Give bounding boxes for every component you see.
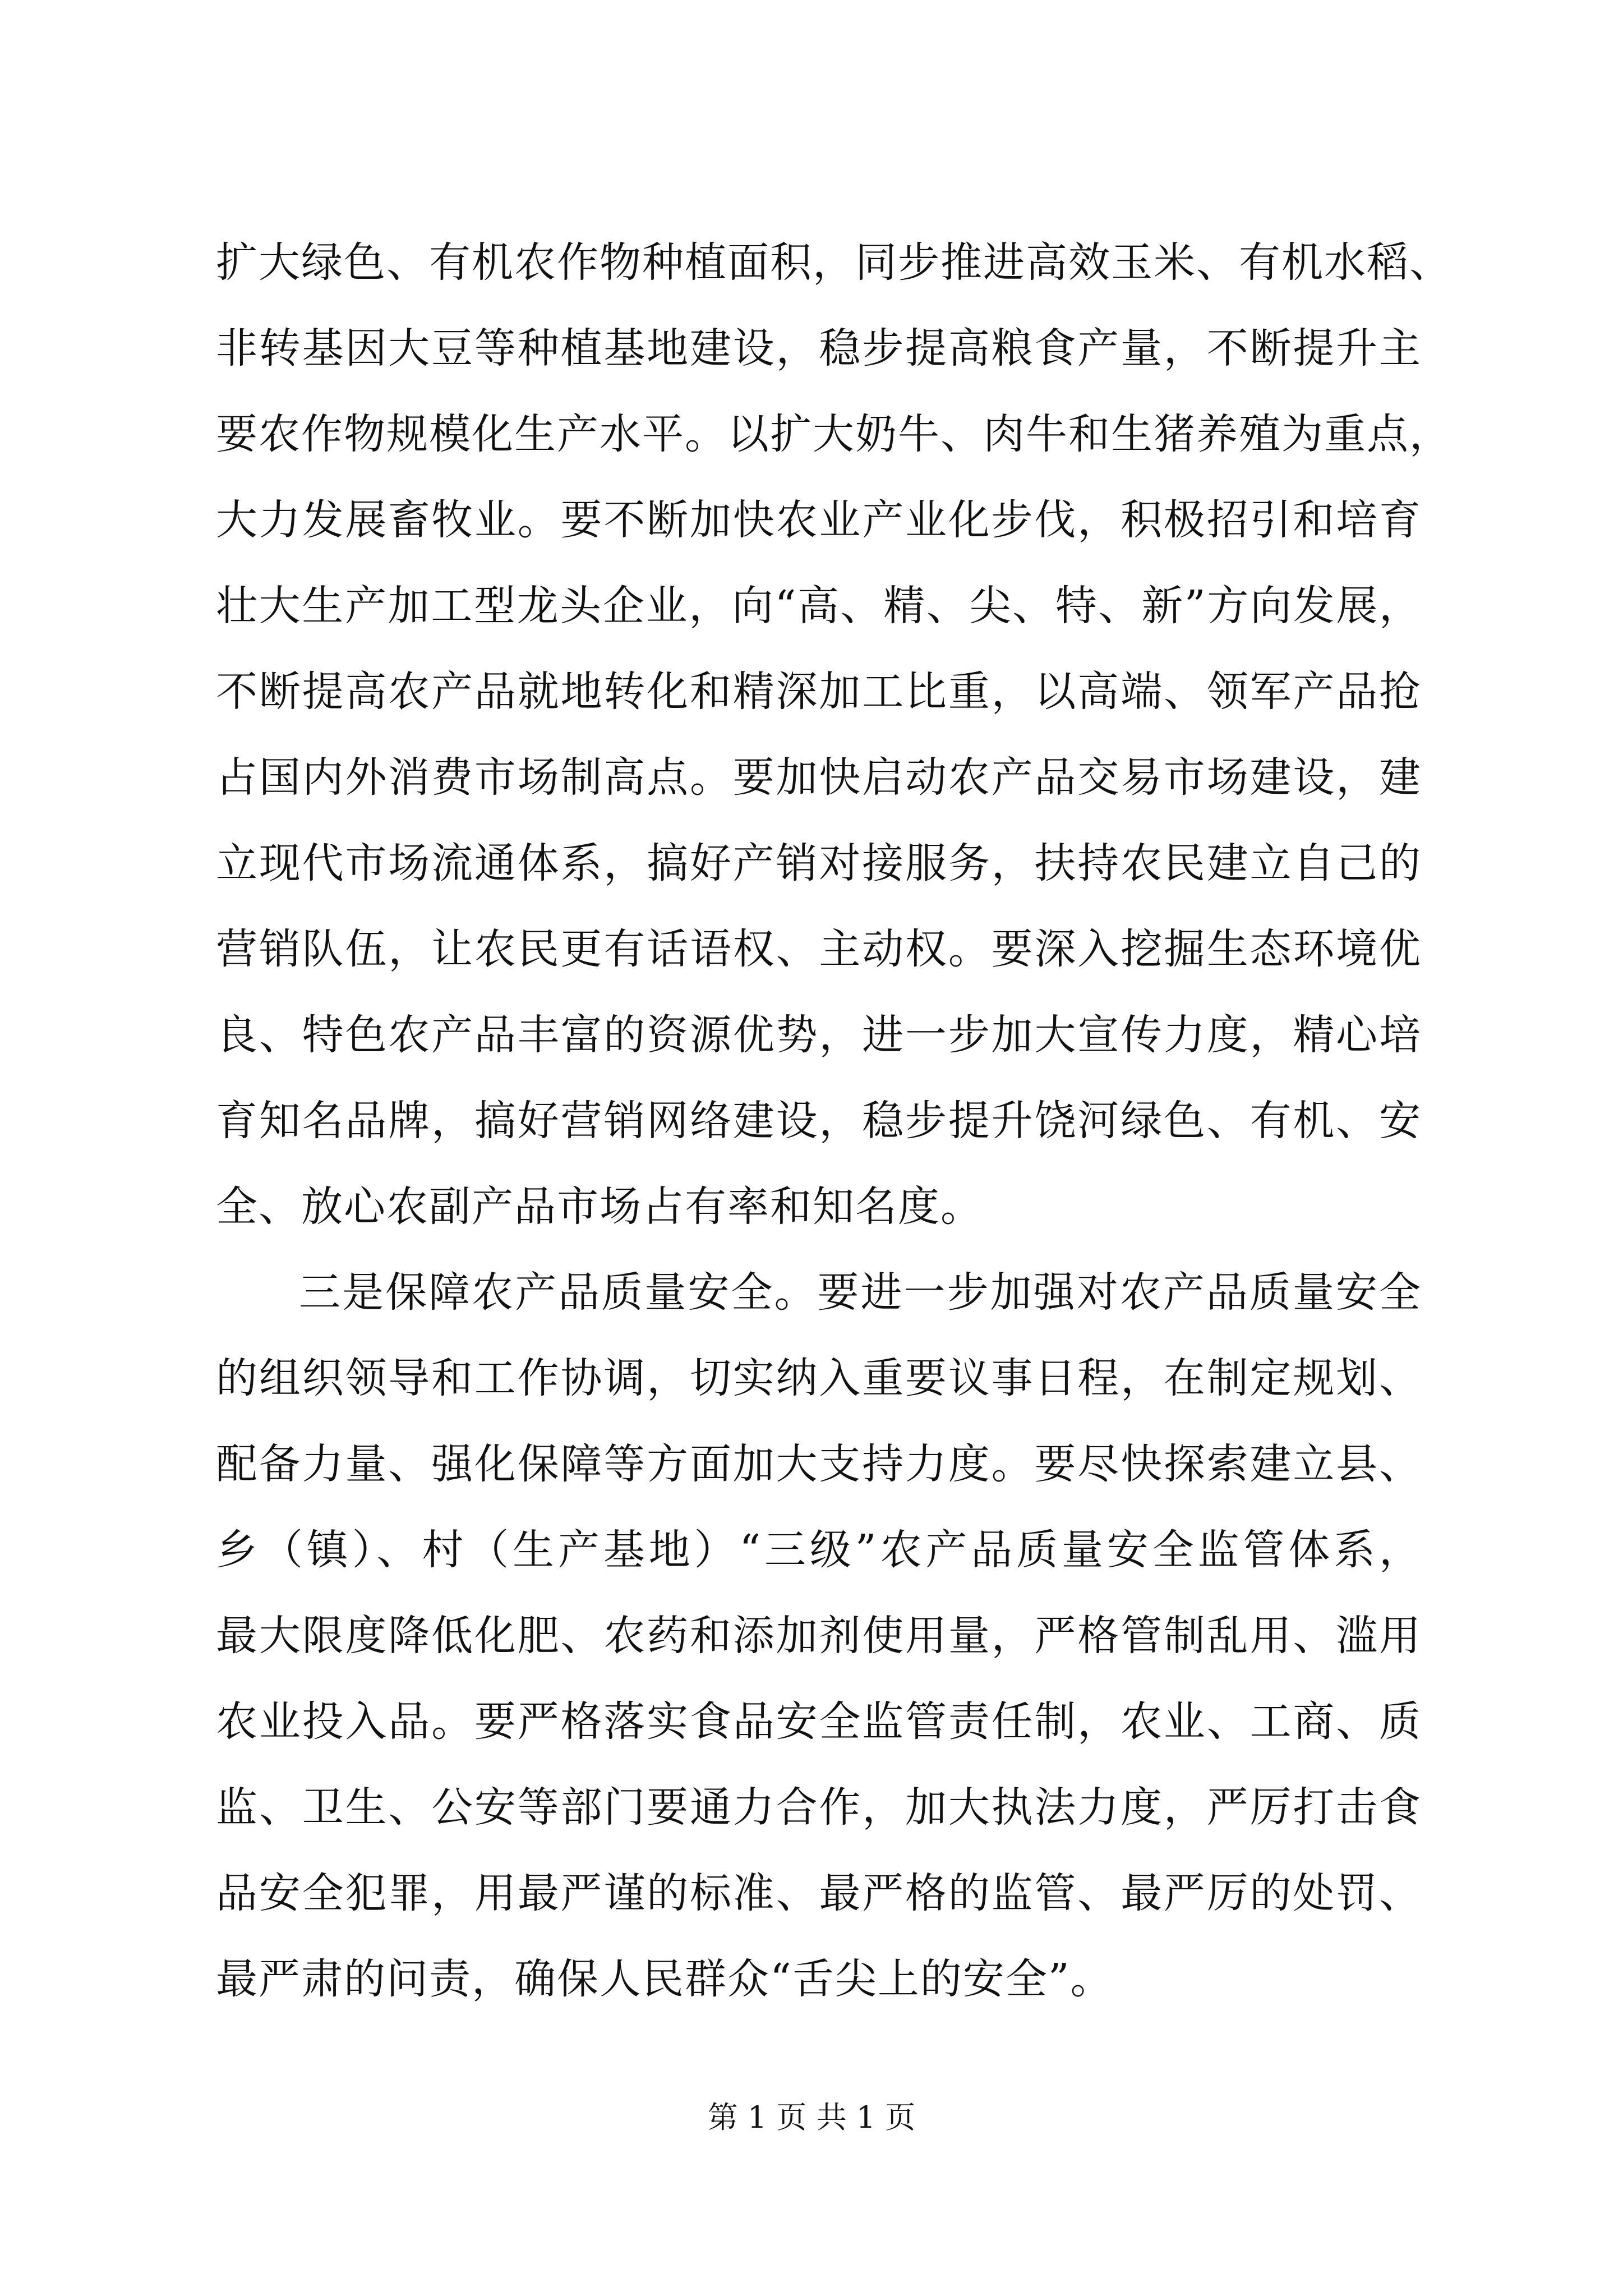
document-body — [216, 220, 1452, 2022]
paragraph-line: 监、卫生、公安等部门要通力合作，加大执法力度，严厉打击食 — [216, 1783, 1422, 1832]
paragraph-line: 营销队伍，让农民更有话语权、主动权。要深入挖掘生态环境优 — [216, 925, 1422, 973]
paragraph-line: 良、特色农产品丰富的资源优势，进一步加大宣传力度，精心培 — [216, 1011, 1422, 1059]
paragraph-line: 扩大绿色、有机农作物种植面积，同步推进高效玉米、有机水稻、 — [216, 238, 1452, 287]
paragraph-line: 品安全犯罪，用最严谨的标准、最严格的监管、最严厉的处罚、 — [216, 1869, 1422, 1917]
paragraph-line: 不断提高农产品就地转化和精深加工比重，以高端、领军产品抢 — [216, 668, 1422, 716]
paragraph-line: 占国内外消费市场制高点。要加快启动农产品交易市场建设，建 — [216, 753, 1422, 802]
paragraph-line: 非转基因大豆等种植基地建设，稳步提高粮食产量，不断提升主 — [216, 324, 1422, 372]
paragraph-2 — [216, 1250, 1422, 2022]
paragraph-line: 立现代市场流通体系，搞好产销对接服务，扶持农民建立自己的 — [216, 839, 1422, 887]
paragraph-line: 壮大生产加工型龙头企业，向“高、精、尖、特、新”方向发展， — [216, 582, 1422, 630]
paragraph-line: 的组织领导和工作协调，切实纳入重要议事日程，在制定规划、 — [216, 1354, 1422, 1402]
paragraph-line: 最严肃的问责，确保人民群众“舌尖上的安全”。 — [216, 1955, 1113, 2003]
paragraph-line: 配备力量、强化保障等方面加大支持力度。要尽快探索建立县、 — [216, 1440, 1422, 1488]
paragraph-line: 要农作物规模化生产水平。以扩大奶牛、肉牛和生猪养殖为重点， — [216, 410, 1452, 458]
page-number-footer: 第 1 页 共 1 页 — [707, 2100, 916, 2135]
paragraph-line: 最大限度降低化肥、农药和添加剂使用量，严格管制乱用、滥用 — [216, 1612, 1422, 1660]
paragraph-line: 育知名品牌，搞好营销网络建设，稳步提升饶河绿色、有机、安 — [216, 1097, 1422, 1145]
paragraph-line: 乡（镇）、村（生产基地）“三级”农产品质量安全监管体系， — [216, 1526, 1422, 1574]
paragraph-line: 农业投入品。要严格落实食品安全监管责任制，农业、工商、质 — [216, 1697, 1422, 1746]
paragraph-1 — [216, 220, 1452, 1250]
paragraph-line: 大力发展畜牧业。要不断加快农业产业化步伐，积极招引和培育 — [216, 496, 1422, 544]
paragraph-line: 全、放心农副产品市场占有率和知名度。 — [216, 1182, 983, 1231]
paragraph-line: 三是保障农产品质量安全。要进一步加强对农产品质量安全 — [299, 1268, 1422, 1317]
